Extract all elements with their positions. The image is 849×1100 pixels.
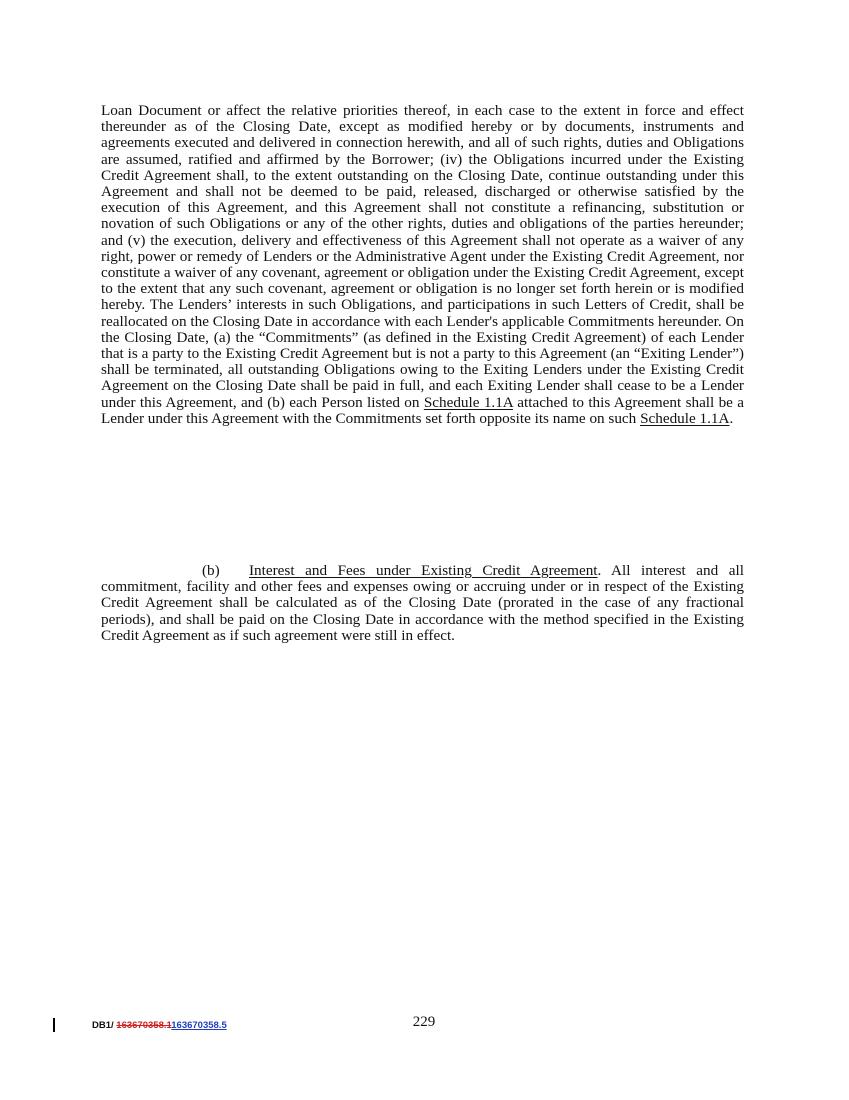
paragraph-text: . (729, 409, 734, 427)
clause-label: (b) (202, 562, 220, 579)
schedule-reference: Schedule 1.1A (640, 409, 730, 427)
deleted-doc-number: 163670358.1 (116, 1020, 172, 1031)
inserted-doc-number: 163670358.5 (171, 1020, 227, 1031)
clause-heading: Interest and Fees under Existing Credit Agreement (249, 562, 598, 579)
paragraph-text: attached to this Agreement shall be a Lender under this Agreement with the Commitments set forth opposite its name on such (101, 393, 744, 427)
schedule-reference: Schedule 1.1A (423, 393, 513, 411)
doc-prefix: DB1/ (92, 1020, 117, 1031)
revision-bar (53, 1018, 55, 1032)
paragraph-text: . All interest and all commitment, facility and other fees and expenses owing or accruing under or in respect of the Existing Credit Agreement shall be calculated as of the Closing Date (prorated in the case of any fractional periods), and shall be paid on the Closing Date in accordance with the method specified in the Existing Credit Agreement as if such agreement were still in effect. (101, 562, 744, 644)
paragraph-text: Loan Document or affect the relative priorities thereof, in each case to the extent in force and effect thereunder as of the Closing Date, except as modified hereby or by documents, instruments and agreements executed and delivered in connection herewith, and all of such rights, duties and Obligations are assumed, ratified and affirmed by the Borrower; (iv) the Obligations incurred under the Existing Credit Agreement shall, to the extent outstanding on the Closing Date, continue outstanding under this Agreement and shall not be deemed to be paid, released, discharged or otherwise satisfied by the execution of this Agreement, and this Agreement shall not constitute a refinancing, substitution or novation of such Obligations or any of the other rights, duties and obligations of the parties hereunder; and (v) the execution, delivery and effectiveness of this Agreement shall not operate as a waiver of any right, power or remedy of Lenders or the Administrative Agent under the Existing Credit Agreement, nor constitute a waiver of any covenant, agreement or obligation under the Existing Credit Agreement, except to the extent that any such covenant, agreement or obligation is no longer set forth herein or is modified hereby. The Lenders’ interests in such Obligations, and participations in such Letters of Credit, shall be reallocated on the Closing Date in accordance with each Lender's applicable Commitments hereunder. On the Closing Date, (a) the “Commitments” (as defined in the Existing Credit Agreement) of each Lender that is a party to the Existing Credit Agreement but is not a party to this Agreement (an “Exiting Lender”) shall be terminated, all outstanding Obligations owing to the Exiting Lenders under the Existing Credit Agreement on the Closing Date shall be paid in full, and each Exiting Lender shall cease to be a Lender under this Agreement, and (b) each Person listed on (101, 102, 744, 411)
document-id (92, 1020, 227, 1031)
paragraph-continuation (101, 103, 744, 427)
page-number: 229 (412, 1014, 436, 1030)
paragraph-interest-and-fees (101, 563, 744, 644)
